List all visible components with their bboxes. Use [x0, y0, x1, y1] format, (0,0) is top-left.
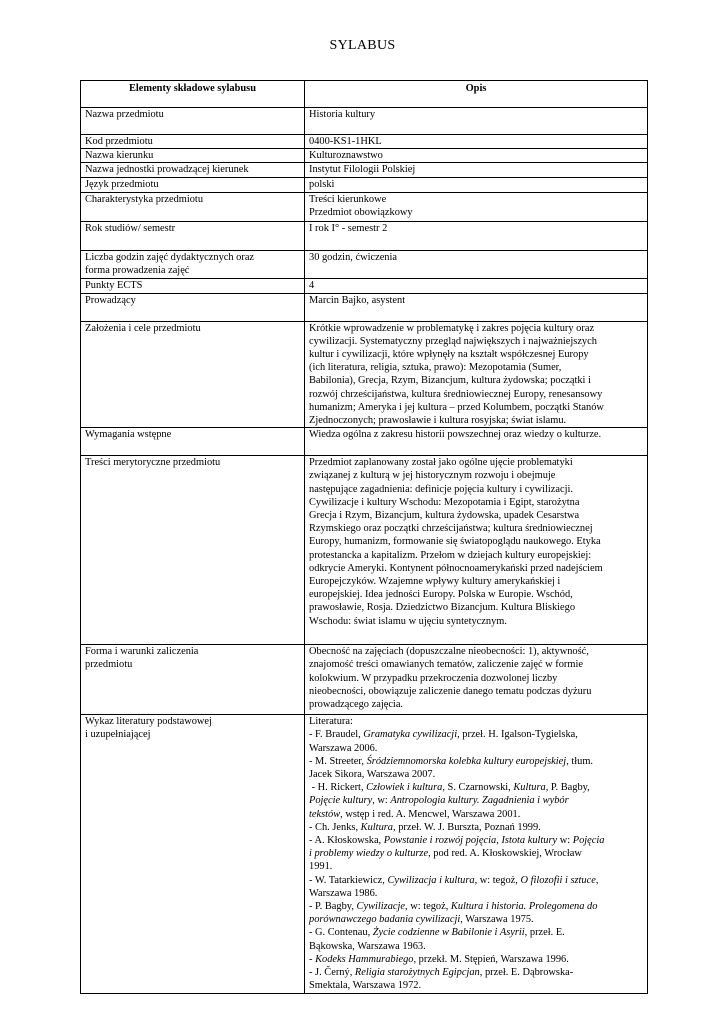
table-header-row	[81, 81, 648, 108]
literature-text: 1991.	[309, 861, 333, 873]
row-value-line: kolokwium. W przypadku przekroczenia dozwolonej liczby	[309, 672, 558, 684]
literature-line	[309, 926, 643, 939]
literature-heading: Literatura:	[309, 716, 353, 728]
literature-title: Śródziemnomorska kolebka kultury europejskiej	[366, 755, 567, 767]
row-label-line: Forma i warunki zaliczenia	[85, 646, 199, 658]
row-value-line: Przedmiot obowiązkowy	[309, 206, 413, 218]
literature-text: - H. Rickert,	[309, 782, 367, 794]
row-label	[81, 645, 305, 715]
row-value-line: prawosławie, Rosja. Dziedzictwo Bizancjum. Kultura Bliskiego	[309, 602, 576, 614]
literature-title: i problemy wiedzy o kulturze	[309, 848, 429, 860]
table-row	[81, 278, 648, 293]
literature-title: Człowiek i kultura	[366, 782, 443, 794]
literature-text: Smektala, Warszawa 1972.	[309, 980, 422, 992]
literature-text: - W. Tatarkiewicz,	[309, 874, 388, 886]
literature-text: Jacek Sikora, Warszawa 2007.	[309, 769, 436, 781]
literature-text: , przeł. H. Igalson-Tygielska,	[457, 729, 578, 741]
literature-title: Istota kultury	[501, 835, 558, 847]
literature-text: , przeł. E.	[524, 927, 565, 939]
header-elements: Elementy składowe sylabusu	[81, 81, 305, 108]
row-label-line: przedmiotu	[85, 659, 133, 671]
row-value-line: Rzymskiego oraz początki chrześcijaństwa; kultura średniowiecznej	[309, 523, 593, 535]
syllabus-table	[80, 80, 648, 994]
literature-text: , przekł. M. Stępień, Warszawa 1996.	[413, 953, 569, 965]
row-value	[305, 278, 648, 293]
row-label	[81, 456, 305, 645]
literature-text: , tłum.	[566, 755, 594, 767]
row-value-line: rozwój chrześcijaństwa, kultura średniowiecznej Europy, renesansowy	[309, 388, 603, 400]
row-value-line: (ich literatura, religia, sztuka, prawo): Mezopotamia (Sumer,	[309, 362, 562, 374]
literature-line	[309, 821, 643, 834]
literature-text: , S. Czarnowski,	[442, 782, 514, 794]
literature-line	[309, 728, 643, 741]
table-row	[81, 163, 648, 177]
literature-text: - Ch. Jenks,	[309, 821, 361, 833]
literature-title: Kultura	[360, 821, 394, 833]
row-label-line: Założenia i cele przedmiotu	[85, 322, 201, 334]
literature-line	[309, 913, 643, 926]
row-label	[81, 278, 305, 293]
literature-title: tekstów	[309, 808, 341, 820]
row-value	[305, 645, 648, 715]
row-label	[81, 250, 305, 278]
literature-line	[309, 755, 643, 768]
row-value-line: związanej z kulturą w jej historycznym rozwoju i obejmuje	[309, 470, 556, 482]
row-value-line: Zjednoczonych; prawosławie i kultura rosyjska; świat islamu.	[309, 415, 567, 427]
row-label-line: Prowadzący	[85, 294, 136, 306]
literature-title: Kodeks Hammurabiego	[315, 953, 414, 965]
page-title: SYLABUS	[329, 38, 396, 53]
row-value-line: Cywilizacje i kultury Wschodu: Mezopotamia i Egipt, starożytna	[309, 496, 580, 508]
literature-line	[309, 834, 643, 847]
literature-line	[309, 887, 643, 900]
row-value-line: Kulturoznawstwo	[309, 150, 383, 162]
row-label-line: Punkty ECTS	[85, 279, 143, 291]
row-label	[81, 293, 305, 321]
row-value	[305, 108, 648, 135]
literature-line	[309, 979, 643, 992]
row-label-line: Język przedmiotu	[85, 178, 159, 190]
row-value-line: 4	[309, 279, 315, 291]
literature-text: - A. Kłoskowska,	[309, 835, 384, 847]
row-label-line: Nazwa przedmiotu	[85, 109, 164, 120]
row-value-line: nieobecności, obowiązuje zaliczenie danego tematu podczas dyżuru	[309, 685, 592, 697]
literature-title: Powstanie i rozwój pojęcia	[383, 835, 497, 847]
literature-text: ,	[496, 835, 502, 847]
literature-text: - J. Černý,	[309, 967, 355, 979]
literature-line	[309, 900, 643, 913]
row-value	[305, 163, 648, 177]
literature-text: - P. Bagby,	[309, 901, 357, 913]
literature-line	[309, 781, 643, 794]
literature-text: Bąkowska, Warszawa 1963.	[309, 940, 426, 952]
literature-text: , Warszawa 1975.	[460, 914, 534, 926]
row-value	[305, 135, 648, 149]
table-row	[81, 192, 648, 221]
row-label-line: i uzupełniającej	[85, 729, 151, 741]
literature-row	[81, 715, 648, 993]
literature-line	[309, 808, 643, 821]
row-value-line: prowadzącego zajęcia.	[309, 699, 404, 711]
row-label-line: Charakterystyka przedmiotu	[85, 193, 204, 205]
row-value	[305, 250, 648, 278]
literature-text: , przeł. W. J. Burszta, Poznań 1999.	[393, 821, 541, 833]
literature-text: -	[309, 953, 316, 965]
literature-text: Warszawa 1986.	[309, 887, 378, 899]
row-value	[305, 456, 648, 645]
literature-line	[309, 794, 643, 807]
literature-list	[305, 715, 648, 993]
row-label	[81, 221, 305, 250]
row-value-line: Wiedza ogólna z zakresu historii powszechnej oraz wiedzy o kulturze.	[309, 429, 602, 441]
row-label-line: Nazwa jednostki prowadzącej kierunek	[85, 164, 249, 176]
row-value-line: Treści kierunkowe	[309, 193, 387, 205]
row-label	[81, 135, 305, 149]
row-value-line: Instytut Filologii Polskiej	[309, 164, 416, 176]
row-value-line: odkrycie Ameryki. Kontynent północnoamerykański przed nadejściem	[309, 562, 603, 574]
row-value-line: Krótkie wprowadzenie w problematykę i zakres pojęcia kultury oraz	[309, 322, 595, 334]
row-value	[305, 321, 648, 428]
row-label-line: Wykaz literatury podstawowej	[85, 716, 212, 728]
row-value-line: Babilonia), Grecja, Rzym, Bizancjum, kultura żydowska; początki i	[309, 375, 591, 387]
literature-text: ,	[595, 874, 599, 886]
literature-line	[309, 966, 643, 979]
literature-text: , wstęp i red. A. Mencwel, Warszawa 2001.	[340, 808, 521, 820]
literature-title: Religia starożytnych Egipcjan	[354, 967, 480, 979]
literature-text: , P. Bagby,	[545, 782, 590, 794]
row-value-line: polski	[309, 178, 335, 190]
row-value-line: Przedmiot zaplanowany został jako ogólne ujęcie problematyki	[309, 457, 573, 469]
table-row	[81, 293, 648, 321]
literature-text: - F. Braudel,	[309, 729, 364, 741]
literature-text: Warszawa 2006.	[309, 742, 378, 754]
row-label	[81, 177, 305, 192]
literature-line	[309, 860, 643, 873]
table-row	[81, 250, 648, 278]
literature-text: , przeł. E. Dąbrowska-	[479, 967, 574, 979]
literature-title: Gramatyka cywilizacji	[363, 729, 458, 741]
literature-title: Kultura	[513, 782, 546, 794]
row-label-line: Kod przedmiotu	[85, 136, 153, 147]
row-value-line: humanizm; Ameryka i jej kultura – przed Kolumbem, początki Stanów	[309, 401, 604, 413]
literature-line	[309, 953, 643, 966]
literature-title: Cywilizacje	[356, 901, 406, 913]
row-value	[305, 221, 648, 250]
row-value-line: Grecja i Rzym, Bizancjum, kultura żydowska, upadek Cesarstwa	[309, 510, 580, 522]
literature-title: Antropologia kultury. Zagadnienia i wybór	[390, 795, 569, 807]
row-label	[81, 715, 305, 993]
row-value-line: kultur i cywilizacji, które wpłynęły na kształt współczesnej Europy	[309, 349, 589, 361]
row-value	[305, 293, 648, 321]
row-label	[81, 108, 305, 135]
literature-text: , w: tegoż,	[405, 901, 451, 913]
row-value-line: 0400-KS1-1HKL	[309, 136, 382, 147]
row-value-line: Wschodu: świat islamu w ujęciu syntetycznym.	[309, 615, 507, 627]
row-label-line: forma prowadzenia zajęć	[85, 264, 190, 276]
table-row	[81, 645, 648, 715]
row-value-line: Europejczyków. Wzajemne wpływy kultury amerykańskiej i	[309, 576, 561, 588]
row-label-line: Rok studiów/ semestr	[85, 222, 176, 234]
row-value-line: 30 godzin, ćwiczenia	[309, 251, 397, 263]
row-value	[305, 428, 648, 456]
row-value	[305, 177, 648, 192]
row-label	[81, 192, 305, 221]
row-value-line: cywilizacji. Systematyczny przegląd największych i najważniejszych	[309, 335, 597, 347]
table-row	[81, 221, 648, 250]
row-value	[305, 192, 648, 221]
literature-title: O filozofii i sztuce	[520, 874, 596, 886]
literature-text: , w: tegoż,	[474, 874, 521, 886]
row-value-line: znajomość treści omawianych tematów, zaliczenie zajęć w formie	[309, 659, 583, 671]
literature-line	[309, 847, 643, 860]
row-value-line: europejskiej. Idea jedności Europy. Polska w Europie. Wschód,	[309, 589, 573, 601]
table-row	[81, 135, 648, 149]
literature-text: - G. Contenau,	[309, 927, 373, 939]
literature-text: w:	[557, 835, 573, 847]
row-value-line: Marcin Bajko, asystent	[309, 294, 406, 306]
literature-title: porównawczego badania cywilizacji	[309, 914, 461, 926]
literature-title: Pojęcie kultury	[309, 795, 373, 807]
literature-text: , pod red. A. Kłoskowskiej, Wrocław	[428, 848, 582, 860]
literature-line	[309, 742, 643, 755]
row-value-line: następujące zagadnienia: definicje pojęcia kultury i cywilizacji.	[309, 483, 573, 495]
literature-title: Cywilizacja i kultura	[387, 874, 475, 886]
table-row	[81, 428, 648, 456]
literature-title: Pojęcia	[572, 835, 605, 847]
row-label-line: Wymagania wstępne	[85, 429, 172, 441]
row-label-line: Nazwa kierunku	[85, 150, 154, 162]
table-row	[81, 177, 648, 192]
header-description: Opis	[305, 81, 648, 108]
row-label	[81, 149, 305, 163]
row-label-line: Liczba godzin zajęć dydaktycznych oraz	[85, 251, 255, 263]
row-value-line: protestancka a kapitalizm. Przełom w dziejach kultury europejskiej:	[309, 549, 592, 561]
table-row	[81, 108, 648, 135]
literature-text: - M. Streeter,	[309, 755, 367, 767]
row-label	[81, 321, 305, 428]
row-value-line: Europy, humanizm, formowanie się światopoglądu naukowego. Etyka	[309, 536, 601, 548]
table-row	[81, 456, 648, 645]
row-value	[305, 149, 648, 163]
row-value-line: Historia kultury	[309, 109, 376, 120]
literature-text: , w:	[372, 795, 391, 807]
literature-title: Kultura i historia. Prolegomena do	[450, 901, 598, 913]
literature-line	[309, 874, 643, 887]
literature-line	[309, 768, 643, 781]
table-row	[81, 149, 648, 163]
row-label-line: Treści merytoryczne przedmiotu	[85, 457, 221, 469]
row-value-line: I rok I° - semestr 2	[309, 222, 388, 234]
row-label	[81, 163, 305, 177]
literature-title: Życie codzienne w Babilonie i Asyrii	[372, 927, 525, 939]
literature-line	[309, 940, 643, 953]
row-label	[81, 428, 305, 456]
row-value-line: Obecność na zajęciach (dopuszczalne nieobecności: 1), aktywność,	[309, 646, 589, 658]
table-row	[81, 321, 648, 428]
